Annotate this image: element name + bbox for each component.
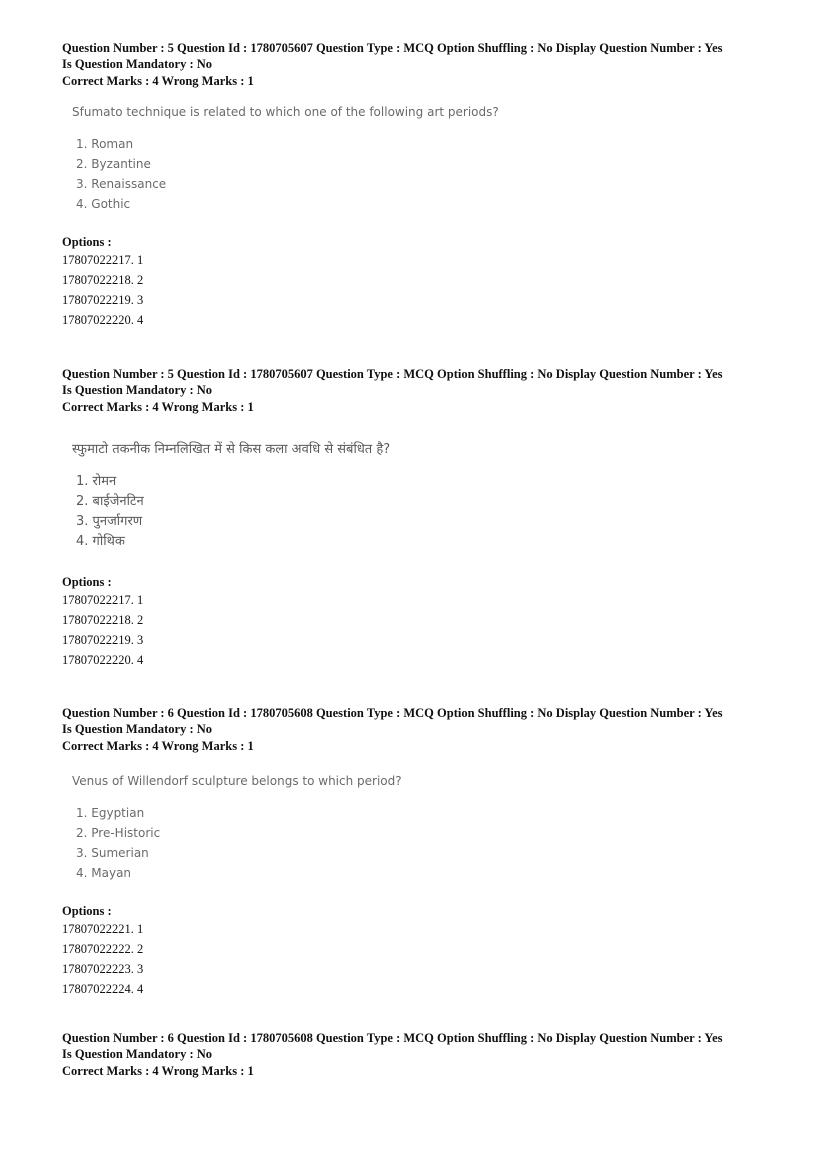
choice-item: 4. गोथिक xyxy=(76,533,125,549)
question-image xyxy=(72,442,782,552)
question-meta xyxy=(62,41,782,90)
option-id-line: 17807022217. 1 xyxy=(62,252,144,267)
question-mandatory-line: Is Question Mandatory : No xyxy=(62,56,213,71)
choice-item: 3. Sumerian xyxy=(76,845,149,860)
options-label: Options : xyxy=(62,574,112,589)
option-id-line: 17807022218. 2 xyxy=(62,612,144,627)
option-id-line: 17807022220. 4 xyxy=(62,652,144,667)
choice-item: 2. बाईजेनटिन xyxy=(76,493,144,509)
choice-item: 3. Renaissance xyxy=(76,176,167,191)
option-id-line: 17807022218. 2 xyxy=(62,272,144,287)
option-id-line: 17807022221. 1 xyxy=(62,921,144,936)
choice-item: 2. Pre-Historic xyxy=(76,825,161,840)
choice-item: 2. Byzantine xyxy=(76,156,151,171)
choice-item: 3. पुनर्जागरण xyxy=(76,513,143,529)
question-choices xyxy=(72,472,782,552)
question-text: Venus of Willendorf sculpture belongs to which period? xyxy=(72,773,402,788)
question-block xyxy=(62,41,782,330)
question-image xyxy=(72,104,782,214)
option-id-line: 17807022224. 4 xyxy=(62,981,144,996)
question-meta-line: Question Number : 5 Question Id : 1780705607 Question Type : MCQ Option Shuffling : No Display Question Number : Yes xyxy=(62,41,723,55)
question-choices xyxy=(72,134,782,214)
question-block xyxy=(62,367,782,670)
choice-item: 1. रोमन xyxy=(76,473,117,489)
question-mandatory-line: Is Question Mandatory : No xyxy=(62,1046,213,1061)
question-choices xyxy=(72,803,782,883)
question-meta-line: Question Number : 6 Question Id : 1780705608 Question Type : MCQ Option Shuffling : No Display Question Number : Yes xyxy=(62,1031,723,1045)
choice-item: 4. Gothic xyxy=(76,196,131,211)
question-block xyxy=(62,706,782,999)
question-text: स्फुमाटो तकनीक निम्नलिखित में से किस कला अवधि से संबंधित है? xyxy=(72,441,391,457)
option-id-line: 17807022223. 3 xyxy=(62,961,144,976)
choice-item: 1. Egyptian xyxy=(76,805,145,820)
choice-item: 1. Roman xyxy=(76,136,134,151)
question-mandatory-line: Is Question Mandatory : No xyxy=(62,721,213,736)
question-mandatory-line: Is Question Mandatory : No xyxy=(62,382,213,397)
choice-item: 4. Mayan xyxy=(76,865,132,880)
option-id-line: 17807022220. 4 xyxy=(62,312,144,327)
option-id-line: 17807022222. 2 xyxy=(62,941,144,956)
question-meta-line: Question Number : 5 Question Id : 1780705607 Question Type : MCQ Option Shuffling : No Display Question Number : Yes xyxy=(62,367,723,381)
question-meta xyxy=(62,706,782,755)
options-label: Options : xyxy=(62,234,112,249)
marks-line: Correct Marks : 4 Wrong Marks : 1 xyxy=(62,400,254,414)
question-meta xyxy=(62,1031,782,1080)
marks-line: Correct Marks : 4 Wrong Marks : 1 xyxy=(62,74,254,88)
option-id-line: 17807022219. 3 xyxy=(62,632,144,647)
option-id-line: 17807022217. 1 xyxy=(62,592,144,607)
question-meta xyxy=(62,367,782,416)
question-image xyxy=(72,773,782,883)
marks-line: Correct Marks : 4 Wrong Marks : 1 xyxy=(62,1064,254,1078)
question-text: Sfumato technique is related to which one of the following art periods? xyxy=(72,104,499,119)
question-meta-line: Question Number : 6 Question Id : 1780705608 Question Type : MCQ Option Shuffling : No Display Question Number : Yes xyxy=(62,706,723,720)
question-block xyxy=(62,1031,782,1080)
marks-line: Correct Marks : 4 Wrong Marks : 1 xyxy=(62,739,254,753)
options-label: Options : xyxy=(62,903,112,918)
option-id-line: 17807022219. 3 xyxy=(62,292,144,307)
